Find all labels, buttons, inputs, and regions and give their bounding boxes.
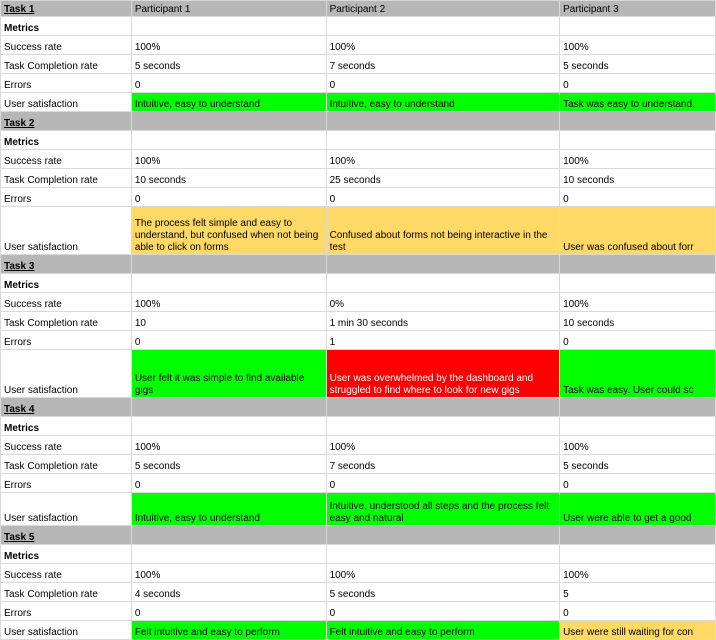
user-satisfaction-label-cell[interactable]: User satisfaction xyxy=(1,621,132,640)
errors-cell[interactable]: 0 xyxy=(326,474,560,493)
errors-cell[interactable]: 0 xyxy=(131,74,326,93)
empty-cell[interactable] xyxy=(560,526,716,545)
user-satisfaction-label-cell[interactable]: User satisfaction xyxy=(1,93,132,112)
errors-label-cell[interactable]: Errors xyxy=(1,331,132,350)
completion-rate-row xyxy=(1,583,716,602)
empty-cell[interactable] xyxy=(560,417,716,436)
errors-cell[interactable]: 0 xyxy=(131,602,326,621)
task-title-cell[interactable]: Task 4 xyxy=(1,398,132,417)
user-satisfaction-row xyxy=(1,207,716,255)
empty-cell[interactable] xyxy=(326,131,560,150)
user-satisfaction-row xyxy=(1,93,716,112)
user-satisfaction-cell[interactable]: User were able to get a good xyxy=(560,493,716,526)
completion-rate-label-cell[interactable]: Task Completion rate xyxy=(1,583,132,602)
empty-cell[interactable] xyxy=(326,274,560,293)
success-rate-row xyxy=(1,436,716,455)
user-satisfaction-cell[interactable]: The process felt simple and easy to understand, but confused when not being able to click on forms xyxy=(131,207,326,255)
completion-rate-label-cell[interactable]: Task Completion rate xyxy=(1,455,132,474)
errors-cell[interactable]: 0 xyxy=(131,188,326,207)
empty-cell[interactable] xyxy=(131,545,326,564)
errors-cell[interactable]: 0 xyxy=(560,188,716,207)
errors-cell[interactable]: 0 xyxy=(326,188,560,207)
task-title-cell[interactable]: Task 5 xyxy=(1,526,132,545)
empty-cell[interactable] xyxy=(560,398,716,417)
success-rate-row xyxy=(1,564,716,583)
empty-cell[interactable] xyxy=(326,398,560,417)
completion-rate-cell[interactable]: 5 xyxy=(560,583,716,602)
success-rate-cell[interactable]: 100% xyxy=(131,436,326,455)
completion-rate-cell[interactable]: 7 seconds xyxy=(326,455,560,474)
participant-3-header[interactable]: Participant 3 xyxy=(560,1,716,17)
metrics-label-cell[interactable]: Metrics xyxy=(1,274,132,293)
errors-row xyxy=(1,74,716,93)
errors-cell[interactable]: 0 xyxy=(326,74,560,93)
user-satisfaction-cell[interactable]: User felt it was simple to find available gigs xyxy=(131,350,326,398)
errors-row xyxy=(1,474,716,493)
metrics-row xyxy=(1,274,716,293)
empty-cell[interactable] xyxy=(560,131,716,150)
success-rate-cell[interactable]: 100% xyxy=(560,36,716,55)
errors-row xyxy=(1,602,716,621)
success-rate-cell[interactable]: 100% xyxy=(131,150,326,169)
empty-cell[interactable] xyxy=(560,255,716,274)
completion-rate-cell[interactable]: 5 seconds xyxy=(131,455,326,474)
errors-cell[interactable]: 0 xyxy=(560,331,716,350)
success-rate-cell[interactable]: 100% xyxy=(131,564,326,583)
metrics-label-cell[interactable]: Metrics xyxy=(1,545,132,564)
task-4-header-row xyxy=(1,398,716,417)
empty-cell[interactable] xyxy=(326,17,560,36)
metrics-label-cell[interactable]: Metrics xyxy=(1,17,132,36)
errors-cell[interactable]: 0 xyxy=(131,474,326,493)
errors-label-cell[interactable]: Errors xyxy=(1,74,132,93)
empty-cell[interactable] xyxy=(326,526,560,545)
success-rate-cell[interactable]: 100% xyxy=(560,564,716,583)
user-satisfaction-cell[interactable]: Felt intuitive and easy to perform xyxy=(131,621,326,640)
success-rate-label-cell[interactable]: Success rate xyxy=(1,436,132,455)
success-rate-row xyxy=(1,150,716,169)
user-satisfaction-cell[interactable]: User was overwhelmed by the dashboard and struggled to find where to look for new gigs xyxy=(326,350,560,398)
task-title-cell[interactable]: Task 2 xyxy=(1,112,132,131)
empty-cell[interactable] xyxy=(131,398,326,417)
completion-rate-label-cell[interactable]: Task Completion rate xyxy=(1,55,132,74)
user-satisfaction-cell[interactable]: Task was easy to understand. xyxy=(560,93,716,112)
user-satisfaction-cell[interactable]: User were still waiting for con xyxy=(560,621,716,640)
user-satisfaction-cell[interactable]: Felt intuitive and easy to perform xyxy=(326,621,560,640)
success-rate-cell[interactable]: 100% xyxy=(326,564,560,583)
sheet-body xyxy=(1,1,716,640)
user-satisfaction-row xyxy=(1,621,716,640)
empty-cell[interactable] xyxy=(560,17,716,36)
user-satisfaction-label-cell[interactable]: User satisfaction xyxy=(1,350,132,398)
errors-cell[interactable]: 0 xyxy=(560,474,716,493)
task-2-header-row xyxy=(1,112,716,131)
completion-rate-cell[interactable]: 1 min 30 seconds xyxy=(326,312,560,331)
success-rate-cell[interactable]: 100% xyxy=(131,36,326,55)
metrics-label-cell[interactable]: Metrics xyxy=(1,131,132,150)
empty-cell[interactable] xyxy=(131,17,326,36)
success-rate-row xyxy=(1,293,716,312)
completion-rate-row xyxy=(1,312,716,331)
empty-cell[interactable] xyxy=(560,112,716,131)
errors-row xyxy=(1,188,716,207)
success-rate-cell[interactable]: 100% xyxy=(326,436,560,455)
errors-cell[interactable]: 0 xyxy=(560,74,716,93)
empty-cell[interactable] xyxy=(326,545,560,564)
empty-cell[interactable] xyxy=(326,255,560,274)
user-satisfaction-cell[interactable]: Intuitive, easy to understand xyxy=(131,93,326,112)
completion-rate-cell[interactable]: 10 seconds xyxy=(560,169,716,188)
errors-cell[interactable]: 1 xyxy=(326,331,560,350)
participant-1-header[interactable]: Participant 1 xyxy=(131,1,326,17)
task-title-cell[interactable]: Task 1 xyxy=(1,1,132,17)
empty-cell[interactable] xyxy=(131,526,326,545)
metrics-row xyxy=(1,131,716,150)
completion-rate-cell[interactable]: 5 seconds xyxy=(326,583,560,602)
user-satisfaction-cell[interactable]: Confused about forms not being interactive in the test xyxy=(326,207,560,255)
success-rate-cell[interactable]: 100% xyxy=(326,150,560,169)
empty-cell[interactable] xyxy=(560,274,716,293)
empty-cell[interactable] xyxy=(131,274,326,293)
empty-cell[interactable] xyxy=(131,417,326,436)
completion-rate-cell[interactable]: 5 seconds xyxy=(131,55,326,74)
errors-cell[interactable]: 0 xyxy=(326,602,560,621)
empty-cell[interactable] xyxy=(131,112,326,131)
completion-rate-row xyxy=(1,455,716,474)
completion-rate-row xyxy=(1,55,716,74)
metrics-label-cell[interactable]: Metrics xyxy=(1,417,132,436)
user-satisfaction-cell[interactable]: Intuitive, easy to understand xyxy=(326,93,560,112)
user-satisfaction-label-cell[interactable]: User satisfaction xyxy=(1,207,132,255)
empty-cell[interactable] xyxy=(326,417,560,436)
completion-rate-row xyxy=(1,169,716,188)
task-1-header-row xyxy=(1,1,716,17)
empty-cell[interactable] xyxy=(131,255,326,274)
metrics-row xyxy=(1,545,716,564)
completion-rate-label-cell[interactable]: Task Completion rate xyxy=(1,312,132,331)
success-rate-label-cell[interactable]: Success rate xyxy=(1,36,132,55)
metrics-row xyxy=(1,417,716,436)
completion-rate-cell[interactable]: 5 seconds xyxy=(560,455,716,474)
success-rate-cell[interactable]: 100% xyxy=(560,150,716,169)
completion-rate-cell[interactable]: 25 seconds xyxy=(326,169,560,188)
success-rate-cell[interactable]: 0% xyxy=(326,293,560,312)
empty-cell[interactable] xyxy=(326,112,560,131)
success-rate-row xyxy=(1,36,716,55)
success-rate-label-cell[interactable]: Success rate xyxy=(1,150,132,169)
success-rate-cell[interactable]: 100% xyxy=(326,36,560,55)
success-rate-cell[interactable]: 100% xyxy=(560,436,716,455)
success-rate-cell[interactable]: 100% xyxy=(131,293,326,312)
success-rate-cell[interactable]: 100% xyxy=(560,293,716,312)
completion-rate-cell[interactable]: 5 seconds xyxy=(560,55,716,74)
errors-label-cell[interactable]: Errors xyxy=(1,188,132,207)
empty-cell[interactable] xyxy=(560,545,716,564)
user-satisfaction-cell[interactable]: Intuitive, easy to understand xyxy=(131,493,326,526)
errors-label-cell[interactable]: Errors xyxy=(1,602,132,621)
completion-rate-cell[interactable]: 4 seconds xyxy=(131,583,326,602)
user-satisfaction-row xyxy=(1,493,716,526)
completion-rate-cell[interactable]: 7 seconds xyxy=(326,55,560,74)
success-rate-label-cell[interactable]: Success rate xyxy=(1,564,132,583)
user-satisfaction-cell[interactable]: Task was easy. User could sc xyxy=(560,350,716,398)
participant-2-header[interactable]: Participant 2 xyxy=(326,1,560,17)
completion-rate-label-cell[interactable]: Task Completion rate xyxy=(1,169,132,188)
completion-rate-cell[interactable]: 10 xyxy=(131,312,326,331)
errors-row xyxy=(1,331,716,350)
user-satisfaction-row xyxy=(1,350,716,398)
empty-cell[interactable] xyxy=(131,131,326,150)
completion-rate-cell[interactable]: 10 seconds xyxy=(560,312,716,331)
success-rate-label-cell[interactable]: Success rate xyxy=(1,293,132,312)
task-3-header-row xyxy=(1,255,716,274)
user-satisfaction-label-cell[interactable]: User satisfaction xyxy=(1,493,132,526)
errors-cell[interactable]: 0 xyxy=(131,331,326,350)
errors-cell[interactable]: 0 xyxy=(560,602,716,621)
task-5-header-row xyxy=(1,526,716,545)
task-title-cell[interactable]: Task 3 xyxy=(1,255,132,274)
metrics-row xyxy=(1,17,716,36)
user-satisfaction-cell[interactable]: Intuitive, understood all steps and the process felt easy and natural xyxy=(326,493,560,526)
user-satisfaction-cell[interactable]: User was confused about forr xyxy=(560,207,716,255)
completion-rate-cell[interactable]: 10 seconds xyxy=(131,169,326,188)
errors-label-cell[interactable]: Errors xyxy=(1,474,132,493)
